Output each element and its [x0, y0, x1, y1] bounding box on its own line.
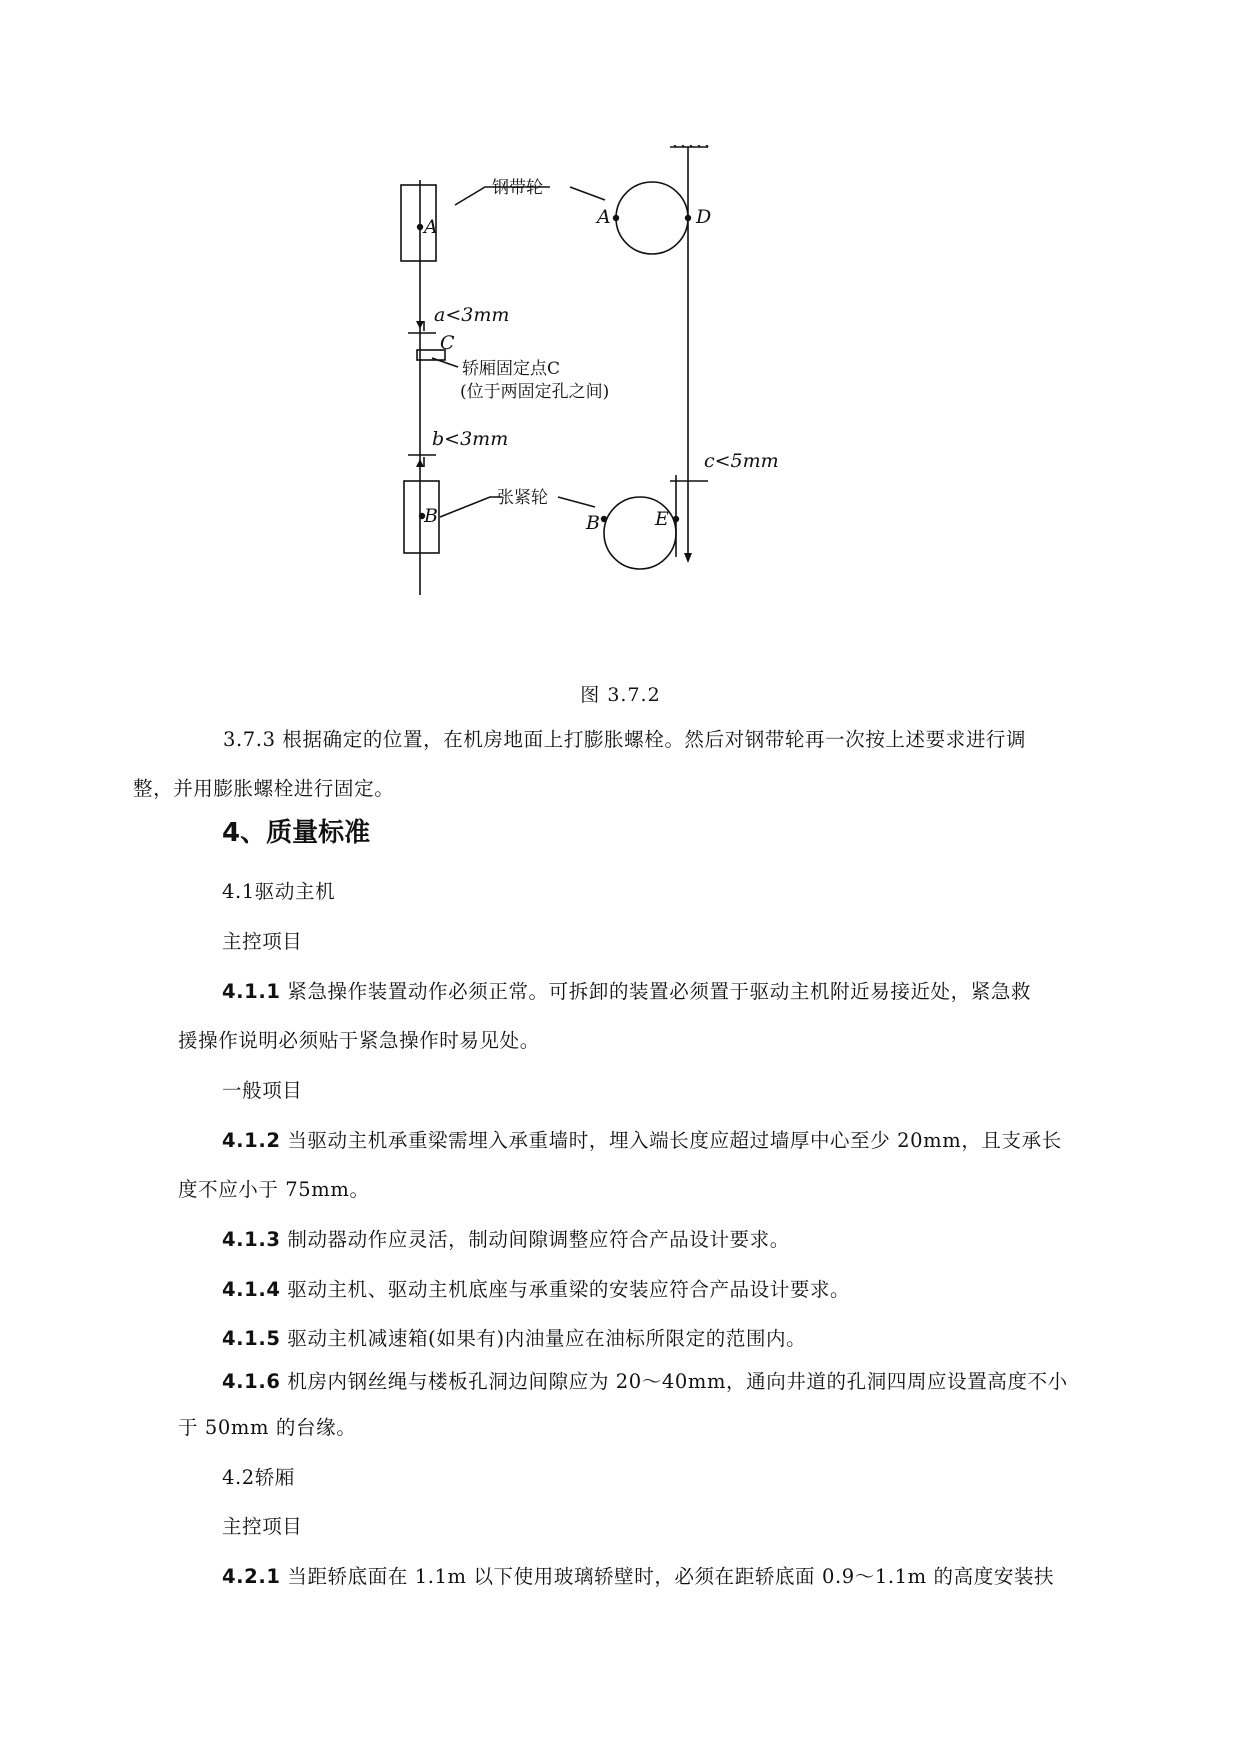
section-42-title: 4.2轿厢 [222, 1466, 296, 1489]
point-a-label-left: A [424, 216, 438, 238]
item-414 [222, 1274, 850, 1302]
item-413 [222, 1224, 790, 1252]
point-c-label: C [440, 332, 455, 354]
item-411-text: 紧急操作装置动作必须正常。可拆卸的装置必须置于驱动主机附近易接近处，紧急救 [287, 980, 1032, 1003]
item-421-number: 4.2.1 [222, 1565, 281, 1588]
item-415-text: 驱动主机减速箱(如果有)内油量应在油标所限定的范围内。 [287, 1327, 807, 1350]
section-41-title: 4.1驱动主机 [222, 880, 336, 903]
tension-wheel-leader-left [440, 497, 502, 517]
dim-c-label: c<5mm [704, 450, 779, 472]
point-d-label: D [696, 206, 712, 228]
point-b-label-wheel: B [586, 512, 600, 534]
dim-b-label: b<3mm [432, 428, 509, 450]
arrow-down [684, 553, 692, 563]
point-e-label: E [655, 508, 669, 530]
tension-wheel-label: 张紧轮 [497, 488, 548, 508]
section-42-main-items: 主控项目 [222, 1515, 303, 1538]
item-412-line1 [222, 1125, 1062, 1153]
item-411-line1 [222, 976, 1031, 1004]
item-415 [222, 1323, 806, 1351]
item-412-number: 4.1.2 [222, 1129, 281, 1152]
item-421-text: 当距轿底面在 1.1m 以下使用玻璃轿壁时，必须在距轿底面 0.9～1.1m 的高度安装扶 [287, 1565, 1055, 1588]
point-a-dot-wheel [613, 215, 619, 221]
section-41-main-items: 主控项目 [222, 930, 303, 953]
figure-caption: 图 3.7.2 [580, 684, 661, 706]
item-421-line1 [222, 1561, 1054, 1589]
item-416-line2: 于 50mm 的台缘。 [178, 1416, 357, 1439]
item-416-number: 4.1.6 [222, 1370, 281, 1393]
steel-wheel-label: 钢带轮 [492, 178, 543, 198]
steel-belt-wheel [616, 182, 688, 254]
point-a-label-wheel: A [597, 206, 611, 228]
item-411-line2: 援操作说明必须贴于紧急操作时易见处。 [178, 1029, 540, 1052]
dim-a-label: a<3mm [434, 304, 510, 326]
point-e-dot [673, 516, 679, 522]
steel-wheel-leader-right [570, 187, 605, 200]
steel-belt-wheel-diagram [400, 145, 900, 675]
item-412-line2: 度不应小于 75mm。 [178, 1178, 370, 1201]
item-416-line1 [222, 1366, 1068, 1394]
point-d-dot [685, 215, 691, 221]
item-413-text: 制动器动作应灵活，制动间隙调整应符合产品设计要求。 [287, 1228, 790, 1251]
paragraph-373-line1: 3.7.3 根据确定的位置，在机房地面上打膨胀螺栓。然后对钢带轮再一次按上述要求进行调 [223, 728, 1027, 751]
point-b-label-left: B [424, 505, 438, 527]
section-41-general-items: 一般项目 [222, 1079, 303, 1102]
tension-wheel-leader-right [558, 497, 595, 507]
paragraph-373-line2: 整，并用膨胀螺栓进行固定。 [133, 777, 395, 800]
item-414-text: 驱动主机、驱动主机底座与承重梁的安装应符合产品设计要求。 [287, 1278, 851, 1301]
item-414-number: 4.1.4 [222, 1278, 281, 1301]
paragraph-373 [133, 715, 1088, 813]
item-415-number: 4.1.5 [222, 1327, 281, 1350]
item-413-number: 4.1.3 [222, 1228, 281, 1251]
item-411-number: 4.1.1 [222, 980, 281, 1003]
item-416-text: 机房内钢丝绳与楼板孔洞边间隙应为 20～40mm，通向井道的孔洞四周应设置高度不小 [287, 1370, 1068, 1393]
point-b-dot-wheel [601, 516, 607, 522]
fix-point-label: 轿厢固定点C [462, 359, 561, 379]
fix-point-note: (位于两固定孔之间) [460, 382, 610, 402]
section-4-heading: 4、质量标准 [222, 818, 371, 848]
item-412-text: 当驱动主机承重梁需埋入承重墙时，埋入端长度应超过墙厚中心至少 20mm，且支承长 [287, 1129, 1062, 1152]
point-a-dot-left [417, 224, 423, 230]
